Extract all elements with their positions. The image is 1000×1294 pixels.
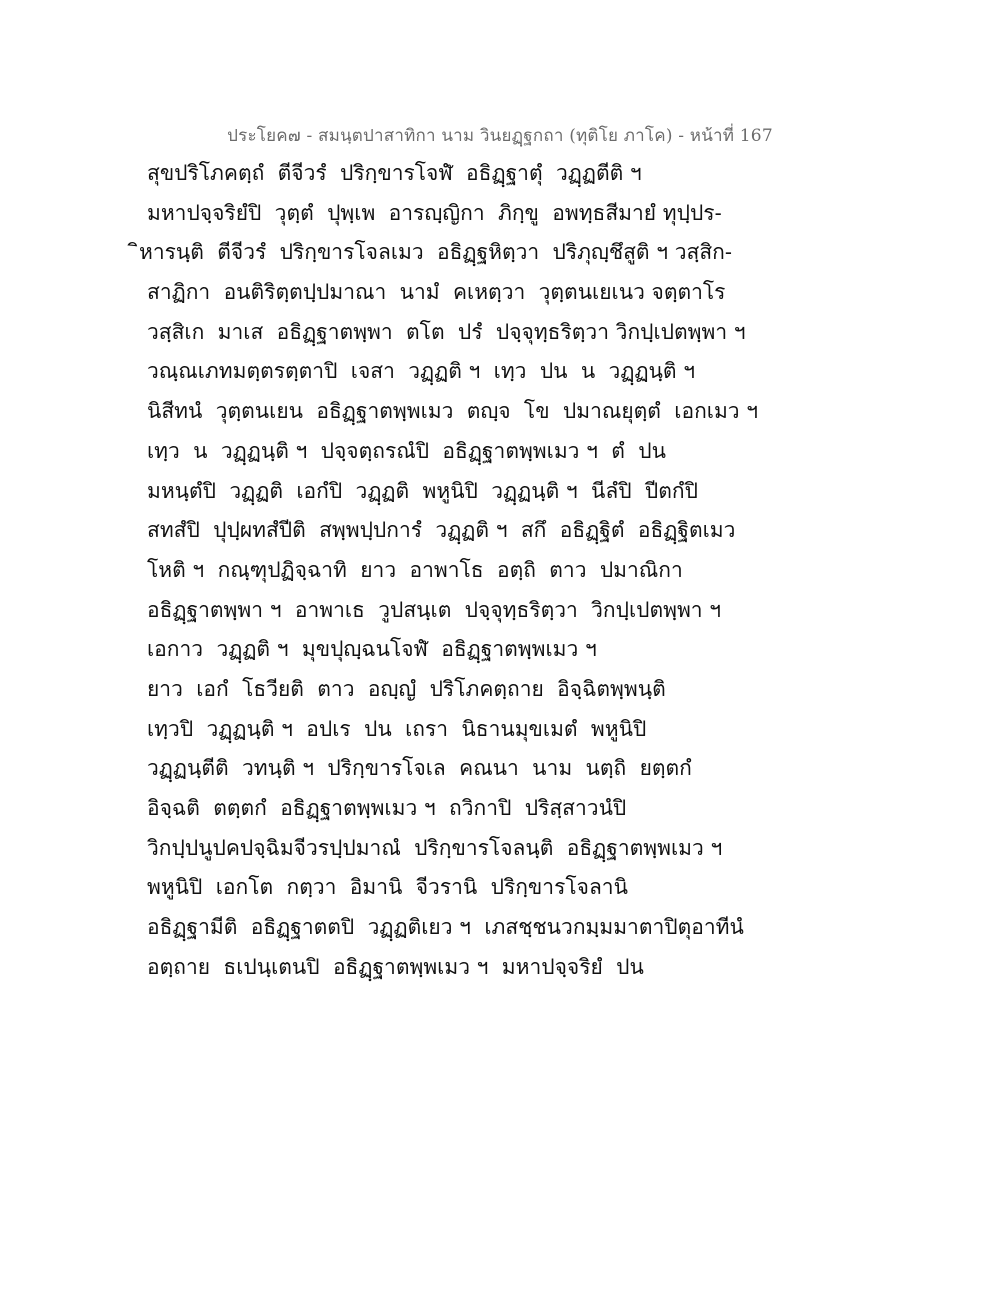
text-line: สทสํปิ ปุปฺผทสํปีติ สพฺพปฺปการํ วฏฺฏติ ฯ สกึ อธิฏฺฐิตํ อธิฏฺฐิตเมว [147, 518, 736, 543]
text-line: วิกปฺปนูปคปจฺฉิมจีวรปฺปมาณํ ปริกฺขารโจลนฺติ อธิฏฺฐาตพฺพเมว ฯ [147, 835, 723, 860]
text-line: วสฺสิเก มาเส อธิฏฺฐาตพฺพา ตโต ปรํ ปจฺจุทฺธริตฺวา วิกปฺเปตพฺพา ฯ [147, 319, 746, 344]
text-line: เทฺวปิ วฏฺฏนฺติ ฯ อปเร ปน เถรา นิธานมุขเมตํ พหูนิปิ [147, 716, 647, 741]
text-line: โหติ ฯ กณฺฑุปฏิจฺฉาทิ ยาว อาพาโธ อตฺถิ ตาว ปมาณิกา [147, 557, 683, 582]
page-header: ประโยค๗ - สมนฺตปาสาทิกา นาม วินยฏฺฐกถา (ทุติโย ภาโค) - หน้าที่ 167 [227, 126, 773, 146]
text-line: พหูนิปิ เอกโต กตฺวา อิมานิ จีวรานิ ปริกฺขารโจลานิ [147, 875, 628, 900]
text-line: มหาปจฺจริยํปิ วุตฺตํ ปุพฺเพ อารญฺญิกา ภิกฺขู อพทฺธสีมายํ ทุปฺปร- [147, 200, 722, 225]
text-line: ยาว เอกํ โธวียติ ตาว อญฺญํ ปริโภคตฺถาย อิจฺฉิตพฺพนฺติ [147, 676, 666, 701]
text-line: วณฺณเภทมตฺตรตฺตาปิ เจสา วฏฺฏติ ฯ เทฺว ปน น วฏฺฏนฺติ ฯ [147, 359, 696, 384]
text-line: สาฏิกา อนติริตฺตปฺปมาณา นามํ คเหตฺวา วุตฺตนเยเนว จตฺตาโร [147, 280, 726, 305]
text-line: เทฺว น วฏฺฏนฺติ ฯ ปจฺจตฺถรณํปิ อธิฏฺฐาตพฺพเมว ฯ ตํ ปน [147, 438, 666, 463]
text-line: นิสีทนํ วุตฺตนเยน อธิฏฺฐาตพฺพเมว ตญฺจ โข ปมาณยุตฺตํ เอกเมว ฯ [147, 399, 759, 424]
text-line: สุขปริโภคตฺถํ ตีจีวรํ ปริกฺขารโจฬํ อธิฏฺฐาตุํ วฏฺฏตีติ ฯ [147, 161, 642, 185]
text-line: วฏฺฏนฺตีติ วทนฺติ ฯ ปริกฺขารโจเล คณนา นาม นตฺถิ ยตฺตกํ [147, 756, 692, 781]
text-line: อธิฏฺฐาตพฺพา ฯ อาพาเธ วูปสนฺเต ปจฺจุทฺธริตฺวา วิกปฺเปตพฺพา ฯ [147, 597, 722, 622]
text-line: อตฺถาย ธเปนฺเตนปิ อธิฏฺฐาตพฺพเมว ฯ มหาปจฺจริยํ ปน [147, 954, 644, 979]
body-text [139, 158, 759, 991]
text-line: เอกาว วฏฺฏติ ฯ มุขปุญฺฉนโจฬํ อธิฏฺฐาตพฺพเมว ฯ [147, 637, 597, 662]
text-line: อธิฏฺฐามีติ อธิฏฺฐาตตปิ วฏฺฏติเยว ฯ เภสชฺชนวกมฺมมาตาปิตุอาทีนํ [147, 915, 744, 940]
text-line: มหนฺตํปิ วฏฺฏติ เอกํปิ วฏฺฏติ พหูนิปิ วฏฺฏนฺติ ฯ นีลํปิ ปีตกํปิ [147, 478, 698, 503]
text-line: อิจฺฉติ ตตฺตกํ อธิฏฺฐาตพฺพเมว ฯ ถวิกาปิ ปริสฺสาวนํปิ [147, 796, 627, 820]
text-line: ิหารนฺติ ตีจีวรํ ปริกฺขารโจลเมว อธิฏฺฐหิตฺวา ปริภุญฺชึสูติ ฯ วสฺสิก- [139, 240, 732, 265]
